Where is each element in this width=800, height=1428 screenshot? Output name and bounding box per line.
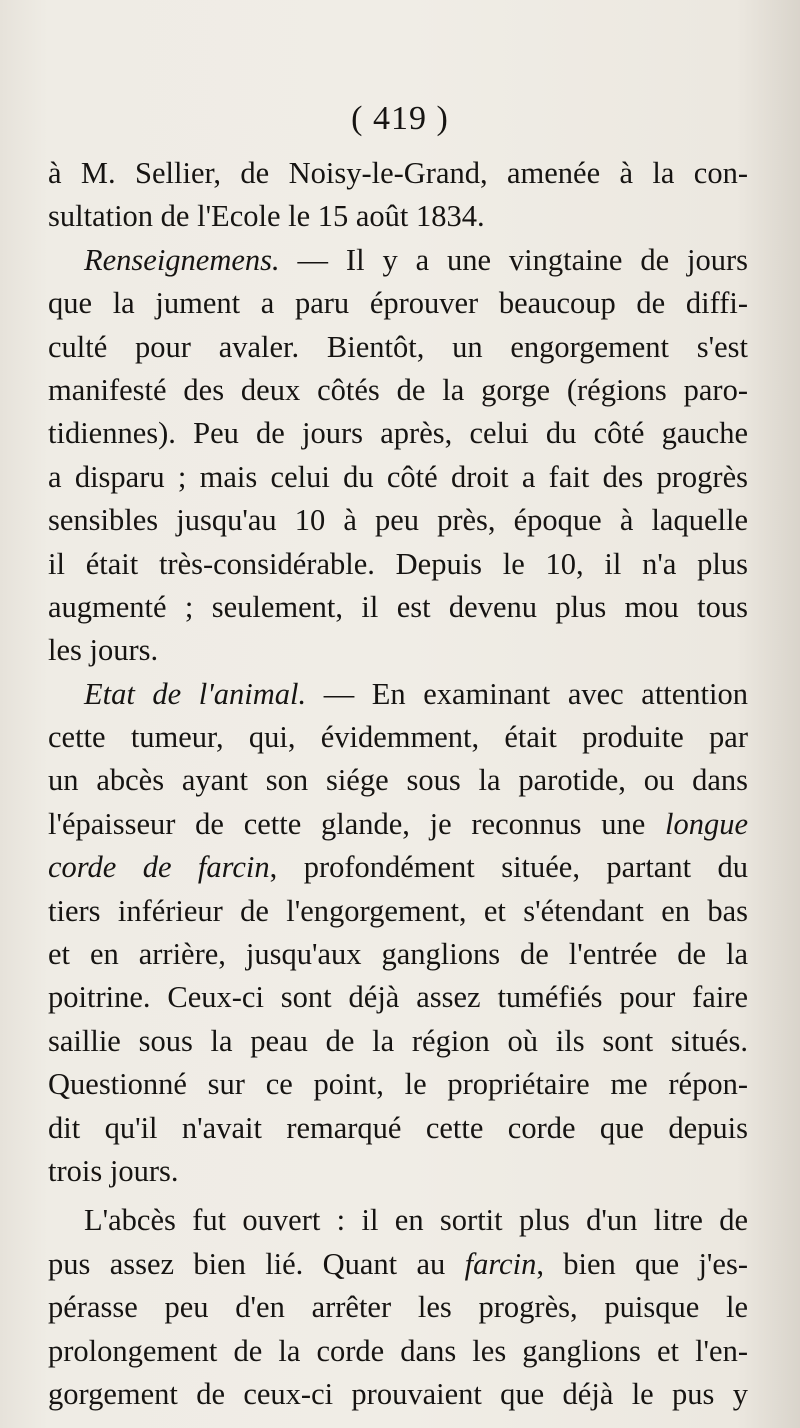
- text-run: un abcès ayant son siége sous la parotide, ou dans: [48, 763, 748, 798]
- text-line: [48, 759, 748, 802]
- text-run: trois jours.: [48, 1153, 179, 1188]
- text-line: [48, 543, 748, 586]
- text-run: cette tumeur, qui, évidemment, était produite par: [48, 720, 748, 755]
- text-run: poitrine. Ceux-ci sont déjà assez tuméfiés pour faire: [48, 980, 748, 1015]
- text-run: saillie sous la peau de la région où ils sont situés.: [48, 1023, 748, 1058]
- text-run: manifesté des deux côtés de la gorge (régions paro-: [48, 372, 748, 407]
- text-run: à M. Sellier, de Noisy-le-Grand, amenée à la con-: [48, 156, 748, 190]
- text-run: les jours.: [48, 633, 159, 668]
- text-run: tidiennes). Peu de jours après, celui du côté gauche: [48, 416, 748, 451]
- text-line: [48, 673, 748, 716]
- text-run: gorgement de ceux-ci prouvaient que déjà le pus y: [48, 1376, 748, 1411]
- text-line: [48, 1107, 748, 1150]
- text-run: sultation de l'Ecole le 15 août 1834.: [48, 199, 485, 234]
- text-line: [48, 976, 748, 1019]
- text-line: [48, 1243, 748, 1286]
- text-run: tiers inférieur de l'engorgement, et s'étendant en bas: [48, 893, 748, 928]
- text-run: sensibles jusqu'au 10 à peu près, époque à laquelle: [48, 503, 748, 538]
- text-run: dit qu'il n'avait remarqué cette corde que depuis: [48, 1110, 748, 1145]
- text-line: [48, 195, 748, 238]
- text-line: [48, 1063, 748, 1106]
- text-line: [48, 412, 748, 455]
- text-run: — Il y a une vingtaine de jours: [279, 242, 748, 277]
- text-line: [48, 326, 748, 369]
- text-line: [48, 933, 748, 976]
- text-line: [48, 586, 748, 629]
- text-run: pérasse peu d'en arrêter les progrès, puisque le: [48, 1290, 748, 1325]
- text-run: que la jument a paru éprouver beaucoup de diffi-: [48, 286, 748, 321]
- text-line: [48, 716, 748, 759]
- text-line: [48, 846, 748, 889]
- text-run: a disparu ; mais celui du côté droit a fait des progrès: [48, 459, 748, 494]
- text-line: [48, 282, 748, 325]
- text-line: [48, 152, 748, 195]
- text-run: , bien que j'es-: [536, 1246, 748, 1281]
- text-line: [48, 1199, 748, 1242]
- text-line: [48, 629, 748, 672]
- text-line: [48, 890, 748, 933]
- italic-text: longue: [664, 806, 748, 841]
- text-line: [48, 1286, 748, 1329]
- italic-text: Etat de l'animal.: [84, 676, 307, 711]
- page-number: ( 419 ): [351, 100, 449, 137]
- text-run: — En examinant avec attention: [306, 676, 748, 711]
- text-line: [48, 1373, 748, 1416]
- text-run: augmenté ; seulement, il est devenu plus mou tous: [48, 589, 748, 624]
- text-run: et en arrière, jusqu'aux ganglions de l'entrée de la: [48, 937, 748, 972]
- italic-text: farcin: [464, 1246, 537, 1281]
- text-run: l'épaisseur de cette glande, je reconnus une: [48, 806, 665, 841]
- text-run: pus assez bien lié. Quant au: [48, 1246, 465, 1281]
- text-run: il était très-considérable. Depuis le 10, il n'a plus: [48, 546, 748, 581]
- text-run: , profondément située, partant du: [269, 850, 748, 885]
- text-line: [48, 803, 748, 846]
- text-run: Questionné sur ce point, le propriétaire me répon-: [48, 1067, 748, 1102]
- text-line: [48, 1150, 748, 1193]
- text-run: L'abcès fut ouvert : il en sortit plus d'un litre de: [84, 1203, 748, 1238]
- italic-text: Renseignemens.: [84, 242, 280, 277]
- text-line: [48, 239, 748, 282]
- text-line: [48, 1020, 748, 1063]
- body-text: [48, 152, 748, 1416]
- text-line: [48, 499, 748, 542]
- text-line: [48, 369, 748, 412]
- text-run: prolongement de la corde dans les ganglions et l'en-: [48, 1333, 748, 1368]
- text-line: [48, 456, 748, 499]
- italic-text: corde de farcin: [48, 850, 270, 885]
- text-run: culté pour avaler. Bientôt, un engorgement s'est: [48, 329, 748, 364]
- text-line: [48, 1330, 748, 1373]
